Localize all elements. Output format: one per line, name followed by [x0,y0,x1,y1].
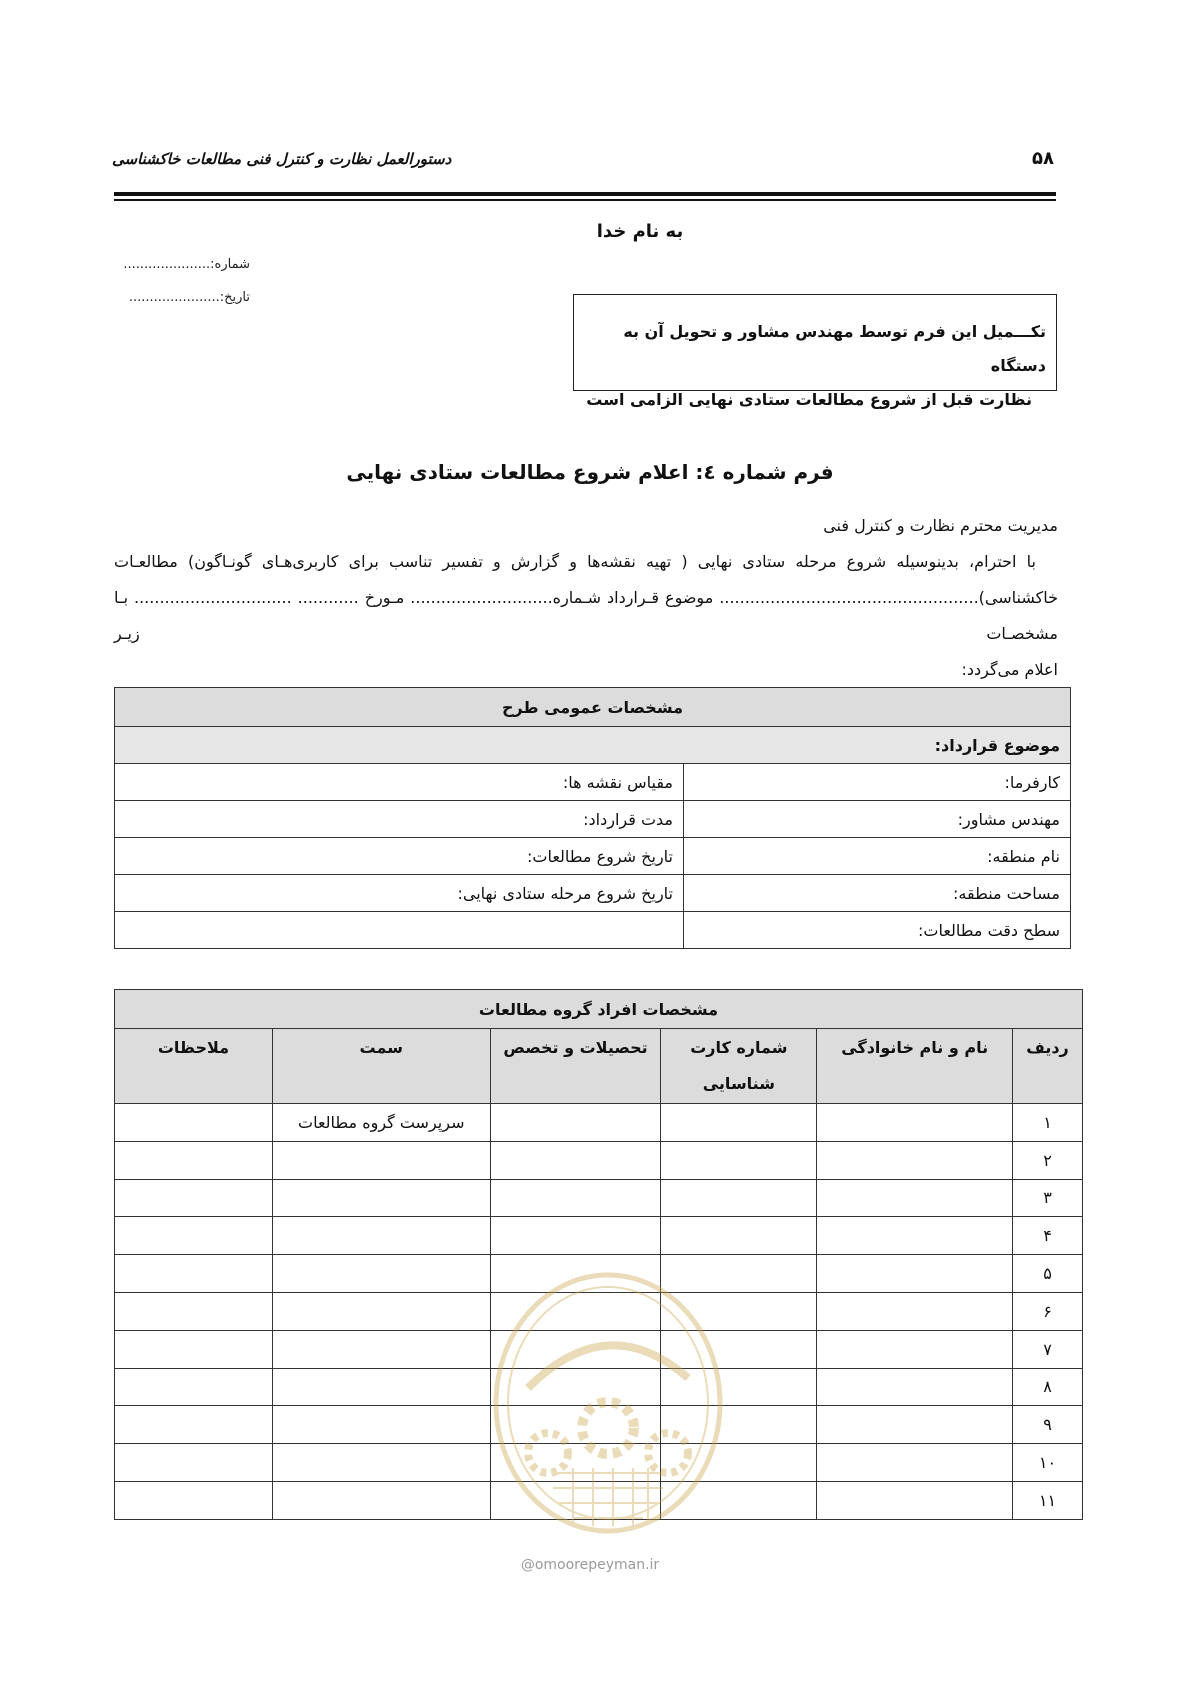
general-field-right: مساحت منطقه: [684,875,1071,912]
row-number-cell: ۹ [1013,1406,1083,1444]
general-table-row [115,764,1071,801]
letter-number-field: شماره:..................... [123,257,250,272]
remarks-cell [115,1104,273,1142]
full-name-cell [817,1406,1013,1444]
col-education-header: تحصیلات و تخصص [490,1029,661,1104]
position-cell [272,1368,490,1406]
letter-line-2: خاکشناسی)................................................... موضوع قـرارداد شـماره............................ مـورخ ............ ............................... بـا مشخصـات زیـر [114,588,1058,643]
row-number-cell: ۷ [1013,1330,1083,1368]
letter-line-3: اعلام می‌گردد: [961,660,1058,679]
general-table-title: مشخصات عمومی طرح [115,688,1071,727]
full-name-cell [817,1330,1013,1368]
id-card-cell [661,1141,817,1179]
education-cell [490,1179,661,1217]
col-position-header: سمت [272,1029,490,1104]
team-table-row [115,1217,1083,1255]
remarks-cell [115,1330,273,1368]
position-cell [272,1141,490,1179]
row-number-cell: ۸ [1013,1368,1083,1406]
form-title: فرم شماره ٤: اعلام شروع مطالعات ستادی نهایی [346,460,834,484]
contract-subject-label: موضوع قرارداد: [115,727,1071,764]
general-table-row [115,912,1071,949]
position-cell [272,1406,490,1444]
general-table-row [115,838,1071,875]
remarks-cell [115,1406,273,1444]
bismillah-heading: به نام خدا [596,221,684,242]
general-field-left [115,912,684,949]
watermark-seal-icon [488,1268,728,1538]
position-cell [272,1481,490,1519]
remarks-cell [115,1141,273,1179]
id-card-cell [661,1179,817,1217]
position-cell [272,1217,490,1255]
general-field-left: تاریخ شروع مطالعات: [115,838,684,875]
row-number-cell: ۵ [1013,1255,1083,1293]
education-cell [490,1217,661,1255]
notice-line-2: نظارت قبل از شروع مطالعات ستادی نهایی الزامی است [586,390,1032,409]
letter-line-1: با احترام، بدینوسیله شروع مرحله ستادی نهایی ( تهیه نقشه‌ها و گزارش و تفسیر تناسب برای کاربری‌هـای گونـاگون) مطالعـات [114,552,1036,571]
education-cell [490,1141,661,1179]
id-card-cell [661,1104,817,1142]
full-name-cell [817,1217,1013,1255]
position-cell: سرپرست گروه مطالعات [272,1104,490,1142]
header-rule-thick [114,192,1056,196]
row-number-cell: ۱ [1013,1104,1083,1142]
running-header-title: دستورالعمل نظارت و کنترل فنی مطالعات خاکشناسی [112,150,452,168]
general-field-right: نام منطقه: [684,838,1071,875]
remarks-cell [115,1368,273,1406]
education-cell [490,1104,661,1142]
letter-body [114,508,1058,688]
full-name-cell [817,1104,1013,1142]
remarks-cell [115,1255,273,1293]
full-name-cell [817,1481,1013,1519]
team-table-title: مشخصات افراد گروه مطالعات [115,990,1083,1029]
full-name-cell [817,1292,1013,1330]
letter-addressee: مدیریت محترم نظارت و کنترل فنی [823,516,1058,535]
remarks-cell [115,1444,273,1482]
col-remarks-header: ملاحظات [115,1029,273,1104]
general-field-right: مهندس مشاور: [684,801,1071,838]
row-number-cell: ۱۱ [1013,1481,1083,1519]
position-cell [272,1292,490,1330]
col-full-name-header: نام و نام خانوادگی [817,1029,1013,1104]
general-field-left: مقیاس نقشه ها: [115,764,684,801]
remarks-cell [115,1292,273,1330]
position-cell [272,1330,490,1368]
remarks-cell [115,1481,273,1519]
watermark-site-url: @omoorepeyman.ir [520,1557,660,1573]
general-table-row [115,801,1071,838]
general-field-left: تاریخ شروع مرحله ستادی نهایی: [115,875,684,912]
letter-date-field: تاریخ:...................... [128,290,250,305]
full-name-cell [817,1368,1013,1406]
position-cell [272,1179,490,1217]
header-rule-thin [114,199,1056,201]
position-cell [272,1444,490,1482]
row-number-cell: ۴ [1013,1217,1083,1255]
full-name-cell [817,1179,1013,1217]
page-number: ۵۸ [1032,148,1054,169]
remarks-cell [115,1179,273,1217]
row-number-cell: ۲ [1013,1141,1083,1179]
id-card-cell [661,1217,817,1255]
full-name-cell [817,1255,1013,1293]
row-number-cell: ۳ [1013,1179,1083,1217]
team-table-row [115,1179,1083,1217]
full-name-cell [817,1444,1013,1482]
row-number-cell: ۱۰ [1013,1444,1083,1482]
position-cell [272,1255,490,1293]
general-field-right: کارفرما: [684,764,1071,801]
general-field-right: سطح دقت مطالعات: [684,912,1071,949]
team-table-row [115,1141,1083,1179]
col-id-card-header: شماره کارت شناسایی [661,1029,817,1104]
team-table-row [115,1104,1083,1142]
notice-line-1: تکـــمیل این فرم توسط مهندس مشاور و تحویل آن به دستگاه [623,322,1046,375]
row-number-cell: ۶ [1013,1292,1083,1330]
remarks-cell [115,1217,273,1255]
general-specs-table [114,687,1071,949]
general-field-left: مدت قرارداد: [115,801,684,838]
col-row-number-header: ردیف [1013,1029,1083,1104]
notice-box [573,294,1057,409]
general-table-row [115,875,1071,912]
full-name-cell [817,1141,1013,1179]
